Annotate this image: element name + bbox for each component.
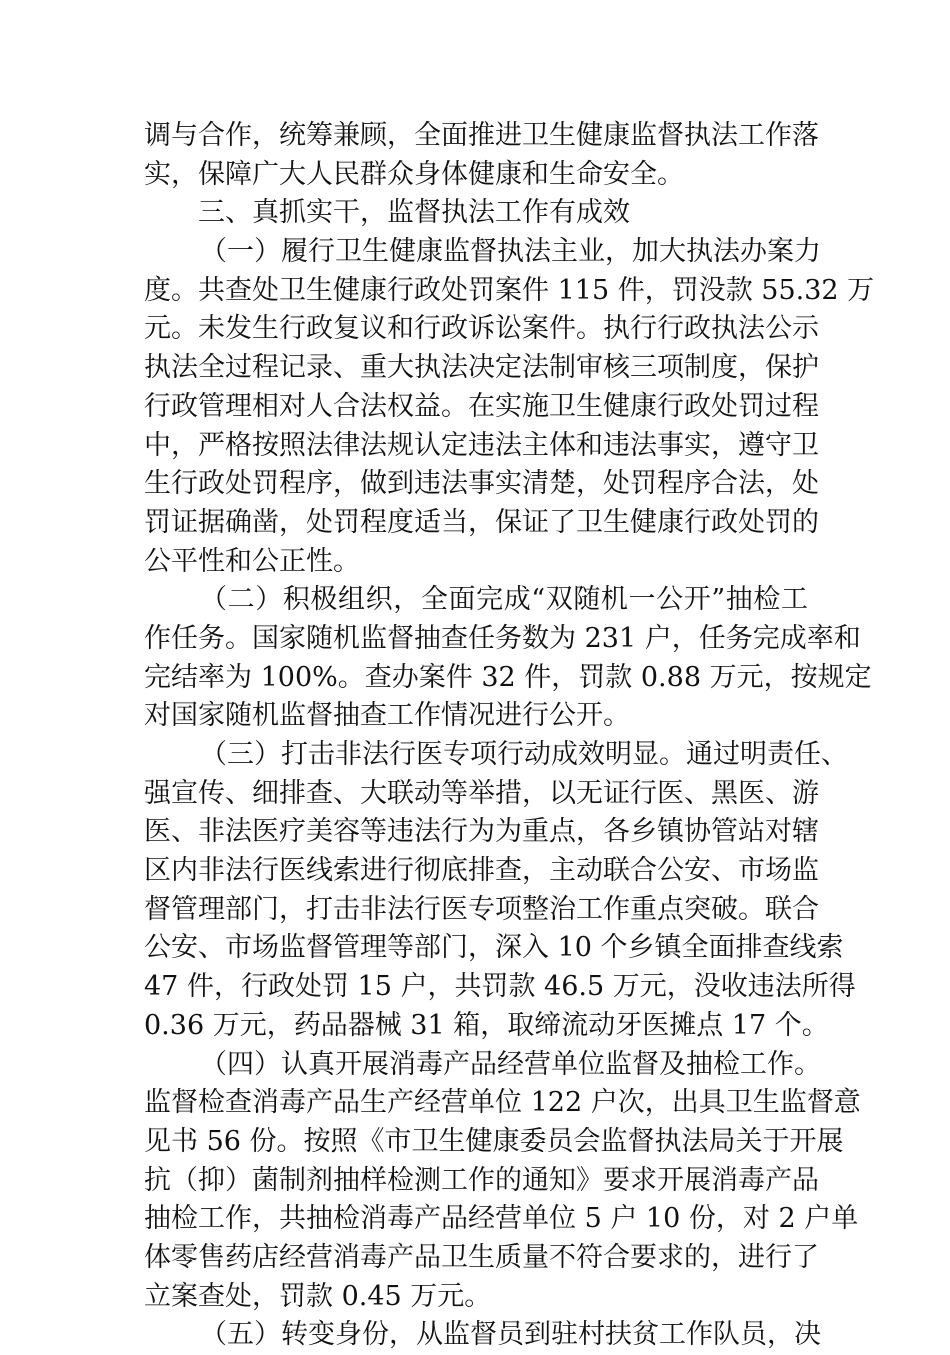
text-line-1: 调与合作，统筹兼顾，全面推进卫生健康监督执法工作落	[144, 120, 819, 151]
text-line-30: 体零售药店经营消毒产品卫生质量不符合要求的，进行了	[144, 1241, 819, 1273]
text-line-24: 0.36 万元，药品器械 31 箱，取缔流动牙医摊点 17 个。	[144, 1009, 829, 1041]
text-line-20: 区内非法行医线索进行彻底排查，主动联合公安、市场监	[144, 855, 819, 887]
text-line-28: 抗（抑）菌制剂抽样检测工作的通知》要求开展消毒产品	[144, 1164, 819, 1196]
text-line-12: 公平性和公正性。	[144, 545, 360, 577]
text-line-6: 元。未发生行政复议和行政诉讼案件。执行行政执法公示	[144, 313, 819, 345]
text-line-11: 罚证据确凿，处罚程度适当，保证了卫生健康行政处罚的	[144, 506, 819, 538]
text-line-31: 立案查处，罚款 0.45 万元。	[144, 1280, 492, 1312]
paragraph-5-start: （五）转变身份，从监督员到驻村扶贫工作队员，决	[200, 1319, 821, 1351]
text-line-5: 度。共查处卫生健康行政处罚案件 115 件，罚没款 55.32 万	[144, 274, 875, 306]
text-line-9: 中，严格按照法律法规认定违法主体和违法事实，遵守卫	[144, 429, 819, 461]
text-line-29: 抽检工作，共抽检消毒产品经营单位 5 户 10 份，对 2 户单	[144, 1203, 859, 1235]
text-line-22: 公安、市场监督管理等部门，深入 10 个乡镇全面排查线索	[144, 932, 844, 964]
text-line-26: 监督检查消毒产品生产经营单位 122 户次，出具卫生监督意	[144, 1087, 861, 1119]
text-line-10: 生行政处罚程序，做到违法事实清楚，处罚程序合法，处	[144, 468, 819, 500]
text-line-23: 47 件，行政处罚 15 户，共罚款 46.5 万元，没收违法所得	[144, 971, 856, 1003]
text-line-16: 对国家随机监督抽查工作情况进行公开。	[144, 700, 630, 732]
text-line-14: 作任务。国家随机监督抽查任务数为 231 户，任务完成率和	[144, 622, 861, 654]
text-line-21: 督管理部门，打击非法行医专项整治工作重点突破。联合	[144, 893, 819, 925]
paragraph-2-start: （二）积极组织，全面完成“双随机一公开”抽检工	[200, 584, 808, 616]
text-line-18: 强宣传、细排查、大联动等举措，以无证行医、黑医、游	[144, 777, 819, 809]
text-line-7: 执法全过程记录、重大执法决定法制审核三项制度，保护	[144, 352, 819, 384]
paragraph-3-start: （三）打击非法行医专项行动成效明显。通过明责任、	[200, 739, 848, 770]
text-line-15: 完结率为 100%。查办案件 32 件，罚款 0.88 万元，按规定	[144, 661, 872, 693]
text-line-8: 行政管理相对人合法权益。在实施卫生健康行政处罚过程	[144, 390, 819, 422]
document-page	[144, 117, 875, 1355]
paragraph-4-start: （四）认真开展消毒产品经营单位监督及抽检工作。	[200, 1048, 821, 1080]
paragraph-1-start: （一）履行卫生健康监督执法主业，加大执法办案力	[200, 236, 821, 268]
text-line-27: 见书 56 份。按照《市卫生健康委员会监督执法局关于开展	[144, 1125, 844, 1157]
text-line-2: 实，保障广大人民群众身体健康和生命安全。	[144, 158, 684, 190]
text-line-19: 医、非法医疗美容等违法行为为重点，各乡镇协管站对辖	[144, 816, 819, 848]
section-heading-3: 三、真抓实干，监督执法工作有成效	[198, 197, 630, 229]
